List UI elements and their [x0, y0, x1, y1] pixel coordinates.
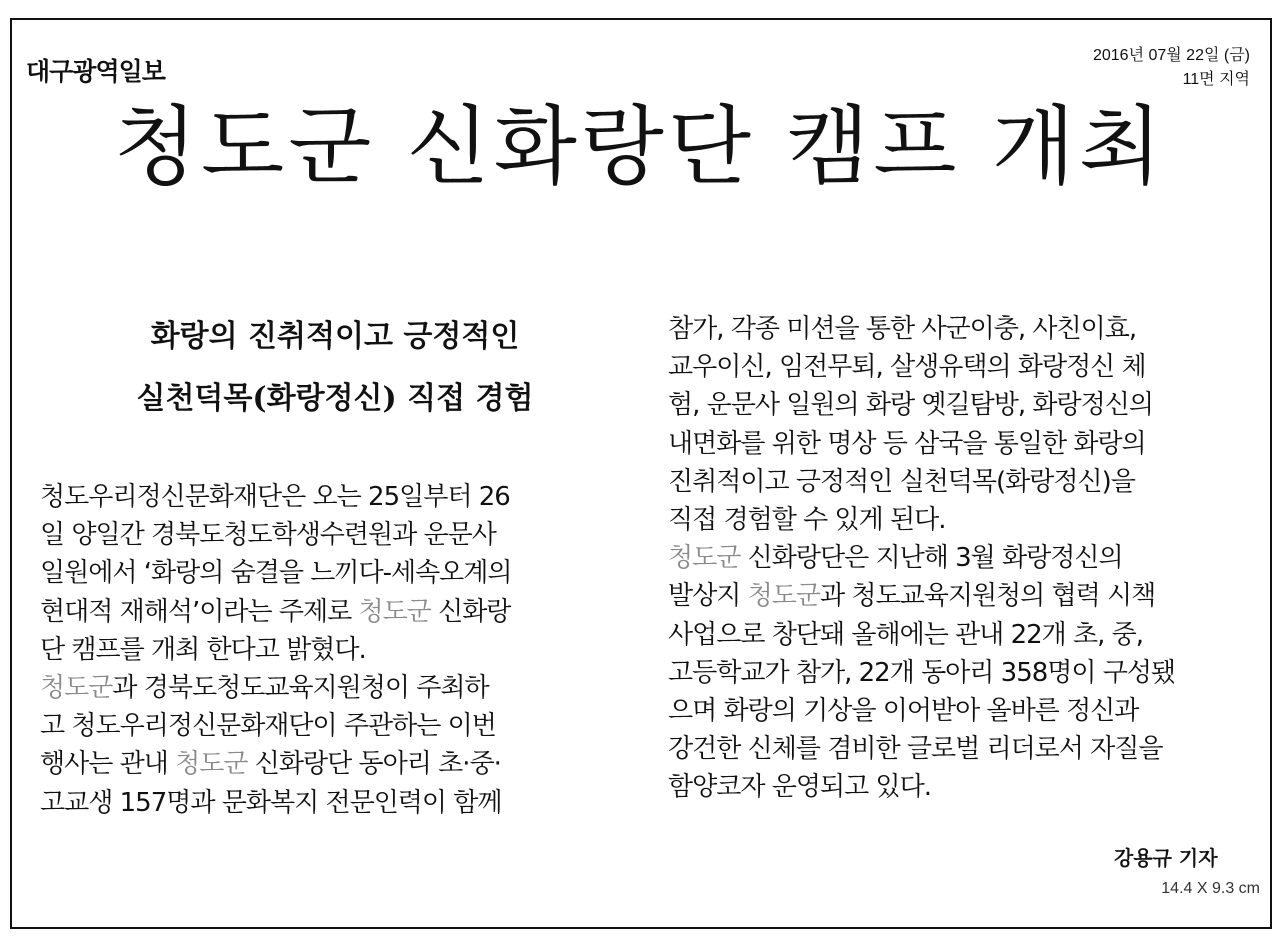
body-line: 일 양일간 경북도청도학생수련원과 운문사 [40, 520, 496, 551]
body-line: 사업으로 창단돼 올해에는 관내 22개 초, 중, [668, 619, 1144, 650]
body-column-right [668, 310, 1242, 807]
body-line: 고등학교가 참가, 22개 동아리 358명이 구성됐 [668, 657, 1176, 688]
body-line: 함양코자 운영되고 있다. [668, 772, 931, 803]
highlight-place: 청도군 [668, 543, 741, 574]
subheadline [40, 306, 630, 430]
body-line: 현대적 재해석’이라는 주제로 청도군 신화랑 [40, 596, 511, 627]
body-line: 내면화를 위한 명상 등 삼국을 통일한 화랑의 [668, 428, 1146, 459]
body-line: 고 청도우리정신문화재단이 주관하는 이번 [40, 711, 496, 742]
newspaper-name: 대구광역일보 [26, 57, 165, 86]
body-line: 청도군과 경북도청도교육지원청이 주최하 [40, 673, 489, 704]
article-size: 14.4 X 9.3 cm [1161, 880, 1260, 897]
subheadline-line: 화랑의 진취적이고 긍정적인 [150, 319, 520, 354]
body-line: 고교생 157명과 문화복지 전문인력이 함께 [40, 787, 502, 818]
body-line: 행사는 관내 청도군 신화랑단 동아리 초·중· [40, 749, 501, 780]
highlight-place: 청도군 [175, 749, 248, 780]
body-line: 으며 화랑의 기상을 이어받아 올바른 정신과 [668, 696, 1139, 727]
body-line: 발상지 청도군과 청도교육지원청의 협력 시책 [668, 581, 1156, 612]
page-section: 11면 지역 [1182, 71, 1250, 88]
publication-meta [1093, 44, 1250, 92]
body-line: 교우이신, 임전무퇴, 살생유택의 화랑정신 체 [668, 352, 1146, 383]
highlight-place: 청도군 [747, 581, 820, 612]
body-line: 청도우리정신문화재단은 오는 25일부터 26 [40, 482, 510, 512]
body-line: 단 캠프를 개최 한다고 밝혔다. [40, 634, 366, 665]
headline: 청도군 신화랑단 캠프 개최 [114, 97, 1166, 197]
byline: 강용규 기자 [1114, 846, 1218, 870]
body-line: 참가, 각종 미션을 통한 사군이충, 사친이효, [668, 314, 1137, 344]
body-line: 강건한 신체를 겸비한 글로벌 리더로서 자질을 [668, 734, 1163, 765]
body-line: 진취적이고 긍정적인 실천덕목(화랑정신)을 [668, 466, 1135, 497]
subheadline-line: 실천덕목(화랑정신) 직접 경험 [136, 381, 534, 416]
publication-date: 2016년 07월 22일 (금) [1092, 47, 1250, 64]
body-line: 험, 운문사 일원의 화랑 옛길탐방, 화랑정신의 [668, 390, 1153, 421]
highlight-place: 청도군 [40, 673, 113, 704]
highlight-place: 청도군 [358, 596, 431, 627]
body-line: 청도군 신화랑단은 지난해 3월 화랑정신의 [668, 543, 1123, 574]
body-line: 일원에서 ‘화랑의 숨결을 느끼다-세속오계의 [40, 558, 512, 589]
body-line: 직접 경험할 수 있게 된다. [668, 505, 946, 536]
body-column-left [40, 478, 630, 822]
